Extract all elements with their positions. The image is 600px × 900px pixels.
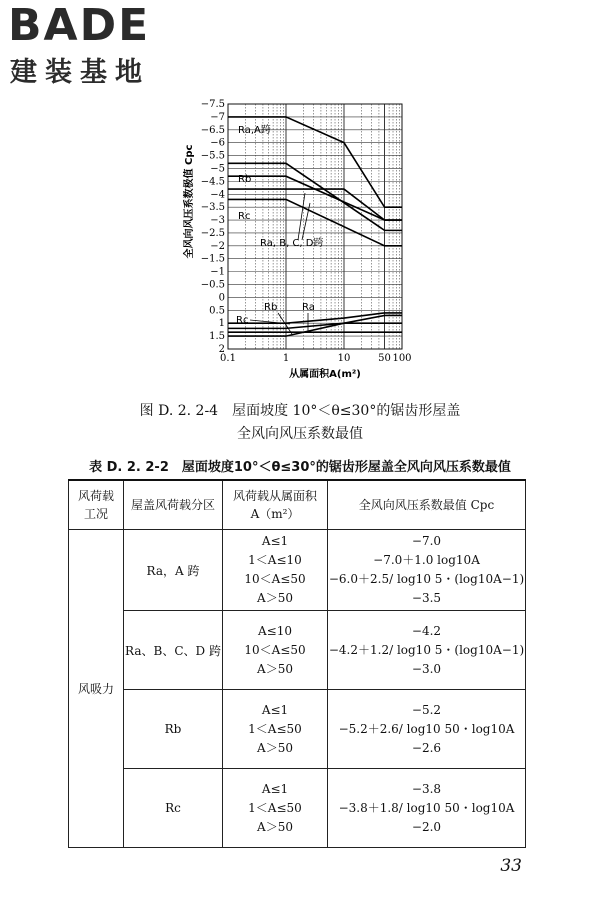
x-axis-label: 从属面积A(m²) [289, 369, 361, 380]
y-tick-label: −6 [210, 137, 225, 149]
y-tick-label: −7 [210, 111, 225, 123]
header-area: 风荷载从属面积 A（m²） [223, 480, 328, 530]
y-tick-label: −5.5 [200, 150, 225, 162]
header-condition: 风荷载 工况 [69, 480, 124, 530]
area-condition: A≤10 [258, 623, 292, 638]
value-cell [328, 611, 526, 690]
area-condition: A≤1 [261, 534, 289, 548]
coefficient-formula: −5.2＋2.6/ log10 50・log10A [338, 721, 515, 736]
area-condition: A＞50 [257, 819, 293, 834]
y-tick-label: −4.5 [200, 176, 225, 188]
x-tick-label: 100 [392, 353, 412, 364]
area-condition: A≤1 [261, 781, 289, 796]
y-tick-label: 2 [218, 344, 225, 355]
area-condition: 1＜A≤50 [248, 721, 302, 736]
coefficient-table [68, 479, 526, 848]
y-tick-label: −7.5 [200, 99, 225, 110]
figure-caption-line1: 图 D. 2. 2-4 屋面坡度 10°＜θ≤30°的锯齿形屋盖 [139, 403, 461, 419]
table-row [69, 530, 526, 611]
coefficient-formula: −2.0 [411, 819, 442, 834]
condition-cell: 风吸力 [69, 530, 124, 848]
plot-frame [228, 104, 402, 349]
area-condition: A≤1 [261, 702, 289, 717]
table-row [69, 769, 526, 848]
brand-logo: BADE [8, 0, 151, 51]
area-cell [223, 690, 328, 769]
header-zone: 屋盖风荷载分区 [124, 480, 223, 530]
area-cell [223, 530, 328, 611]
area-condition: 10＜A≤50 [244, 642, 306, 657]
area-condition: 1＜A≤10 [248, 553, 302, 567]
table-row [69, 611, 526, 690]
y-tick-label: 0.5 [209, 305, 225, 317]
zone-cell: Rc [124, 769, 223, 848]
coefficient-formula: −7.0＋1.0 log10A [373, 553, 480, 567]
y-tick-label: −1 [210, 266, 225, 278]
coefficient-formula: −4.2 [411, 623, 442, 638]
area-cell [223, 611, 328, 690]
y-tick-label: −3.5 [200, 202, 225, 214]
y-axis-label: 全风向风压系数极值 Cpc [184, 144, 195, 259]
series-annotation: Rb [238, 174, 252, 185]
coefficient-formula: −3.5 [411, 591, 442, 605]
series-annotation: Ra [302, 302, 315, 313]
header-value: 全风向风压系数最值 Cpc [328, 480, 526, 530]
series-annotation: Ra,A跨 [238, 125, 271, 136]
y-tick-label: −2.5 [200, 227, 225, 239]
coefficient-formula: −3.0 [411, 661, 442, 676]
series-annotation: Rc [236, 315, 249, 326]
area-condition: A＞50 [257, 661, 293, 676]
y-tick-label: −3 [210, 215, 225, 227]
series-annotation: Rc [238, 211, 251, 222]
y-tick-label: 0 [218, 292, 225, 304]
series-annotation: Ra, B, C, D跨 [260, 238, 324, 249]
coefficient-formula: −3.8 [411, 781, 442, 796]
coefficient-formula: −5.2 [411, 702, 442, 717]
x-tick-label: 0.1 [220, 353, 236, 364]
page-number: 33 [500, 856, 522, 876]
y-tick-label: −1.5 [200, 253, 225, 265]
area-condition: A＞50 [257, 740, 293, 755]
series-annotation: Rb [264, 302, 278, 313]
area-condition: 1＜A≤50 [248, 800, 302, 815]
y-tick-label: 1 [218, 318, 225, 330]
y-tick-label: 1.5 [209, 331, 225, 343]
zone-cell: Ra，A 跨 [124, 530, 223, 611]
x-tick-label: 10 [337, 353, 351, 364]
area-cell [223, 769, 328, 848]
area-condition: A＞50 [257, 591, 293, 605]
value-cell [328, 530, 526, 611]
y-tick-label: −5 [210, 163, 225, 175]
x-tick-label: 50 [378, 353, 391, 364]
zone-cell: Rb [124, 690, 223, 769]
brand-subtitle: 建装基地 [10, 57, 150, 88]
area-condition: 10＜A≤50 [244, 572, 306, 586]
series-line [228, 313, 402, 323]
chart [180, 98, 420, 393]
x-tick-label: 1 [282, 353, 290, 364]
coefficient-formula: −4.2＋1.2/ log10 5・(log10A−1) [328, 642, 525, 657]
figure-caption-line2: 全风向风压系数最值 [237, 426, 363, 442]
y-tick-label: −6.5 [200, 124, 225, 136]
coefficient-formula: −6.0＋2.5/ log10 5・(log10A−1) [328, 572, 525, 586]
y-tick-label: −2 [210, 240, 225, 252]
value-cell [328, 690, 526, 769]
coefficient-formula: −7.0 [411, 534, 442, 548]
coefficient-formula: −3.8＋1.8/ log10 50・log10A [338, 800, 515, 815]
table-row [69, 690, 526, 769]
y-tick-label: −4 [210, 189, 225, 201]
value-cell [328, 769, 526, 848]
coefficient-formula: −2.6 [411, 740, 442, 755]
y-tick-label: −0.5 [200, 279, 225, 291]
table-title: 表 D. 2. 2-2 屋面坡度10°＜θ≤30°的锯齿形屋盖全风向风压系数最值 [89, 460, 511, 475]
zone-cell: Ra、B、C、D 跨 [124, 611, 223, 690]
